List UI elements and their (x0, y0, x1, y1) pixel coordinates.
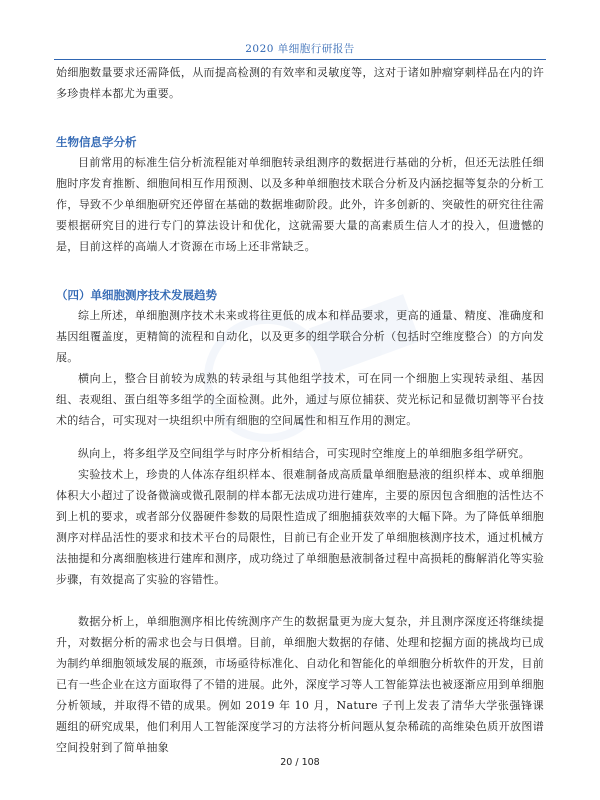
section-heading-bioinformatics: 生物信息学分析 (56, 135, 137, 149)
header-title: 2020 单细胞行研报告 (245, 43, 355, 55)
paragraph-trend-data-analysis: 数据分析上，单细胞测序相比传统测序产生的数据量更为庞大复杂，并且测序深度还将继续提升，对数据分析的需求也会与日俱增。目前，单细胞大数据的存储、处理和挖掘方面的挑战均已成为制约单细胞领域发展的瓶颈，市场亟待标准化、自动化和智能化的单细胞分析软件的开发，目前已有一些企业在这方面取得了不错的进展。此外，深度学习等人工智能算法也被逐渐应用到单细胞分析领域，并取得不错的成果。例如 2019 年 10 月，Nature 子刊上发表了清华大学张强锋课题组的研究成果，他们利用人工智能深度学习的方法将分析问题从复杂稀疏的高维染色质开放图谱空间投射到了简单抽象 (56, 615, 544, 754)
section-heading-trends: （四）单细胞测序技术发展趋势 (56, 288, 217, 302)
spacer (56, 104, 544, 132)
spacer (56, 590, 544, 611)
header-rule (54, 59, 546, 60)
spacer (56, 257, 544, 285)
paragraph-trend-vertical: 纵向上，将多组学及空间组学与时序分析相结合，可实现时空维度上的单细胞多组学研究。 (78, 447, 530, 460)
paragraph-trend-summary: 综上所述，单细胞测序技术未来或将往更低的成本和样品要求，更高的通量、精度、准确度和基因组覆盖度，更精简的流程和自动化，以及更多的组学联合分析（包括时空维度整合）的方向发展。 (56, 309, 544, 364)
page-number: 20 / 108 (280, 757, 320, 768)
spacer (56, 431, 544, 443)
paragraph-intro: 始细胞数量要求还需降低，从而提高检测的有效率和灵敏度等，这对于诸如肿瘤穿刺样品在内的许多珍贵样本都尤为重要。 (56, 66, 544, 100)
document-body (56, 62, 544, 758)
paragraph-bioinformatics: 目前常用的标准生信分析流程能对单细胞转录组测序的数据进行基础的分析，但还无法胜任细胞时序发育推断、细胞间相互作用预测、以及多种单细胞技术联合分析及内涵挖掘等复杂的分析工作，导致不少单细胞研究还停留在基础的数据堆砌阶段。此外，许多创新的、突破性的研究往往需要根据研究目的进行专门的算法设计和优化，这就需要大量的高素质生信人才的投入，但遗憾的是，目前这样的高端人才资源在市场上还非常缺乏。 (56, 156, 544, 253)
paragraph-trend-experimental: 实验技术上，珍贵的人体冻存组织样本、很难制备成高质量单细胞悬液的组织样本、或单细胞体积大小超过了设备微滴或微孔限制的样本都无法成功进行建库，主要的原因包含细胞的活性达不到上机的要求，或者部分仪器硬件参数的局限性造成了细胞捕获效率的大幅下降。为了降低单细胞测序对样品活性的要求和技术平台的局限性，目前已有企业开发了单细胞核测序技术，通过机械方法抽提和分离细胞核进行建库和测序，成功绕过了单细胞悬液制备过程中高损耗的酶解消化等实验步骤，有效提高了实验的容错性。 (56, 468, 544, 586)
paragraph-trend-horizontal: 横向上，整合目前较为成熟的转录组与其他组学技术，可在同一个细胞上实现转录组、基因组、表观组、蛋白组等多组学的全面检测。此外，通过与原位捕获、荧光标记和显微切割等平台技术的结合，可实现对一块组织中所有细胞的空间属性和相互作用的测定。 (56, 372, 544, 427)
